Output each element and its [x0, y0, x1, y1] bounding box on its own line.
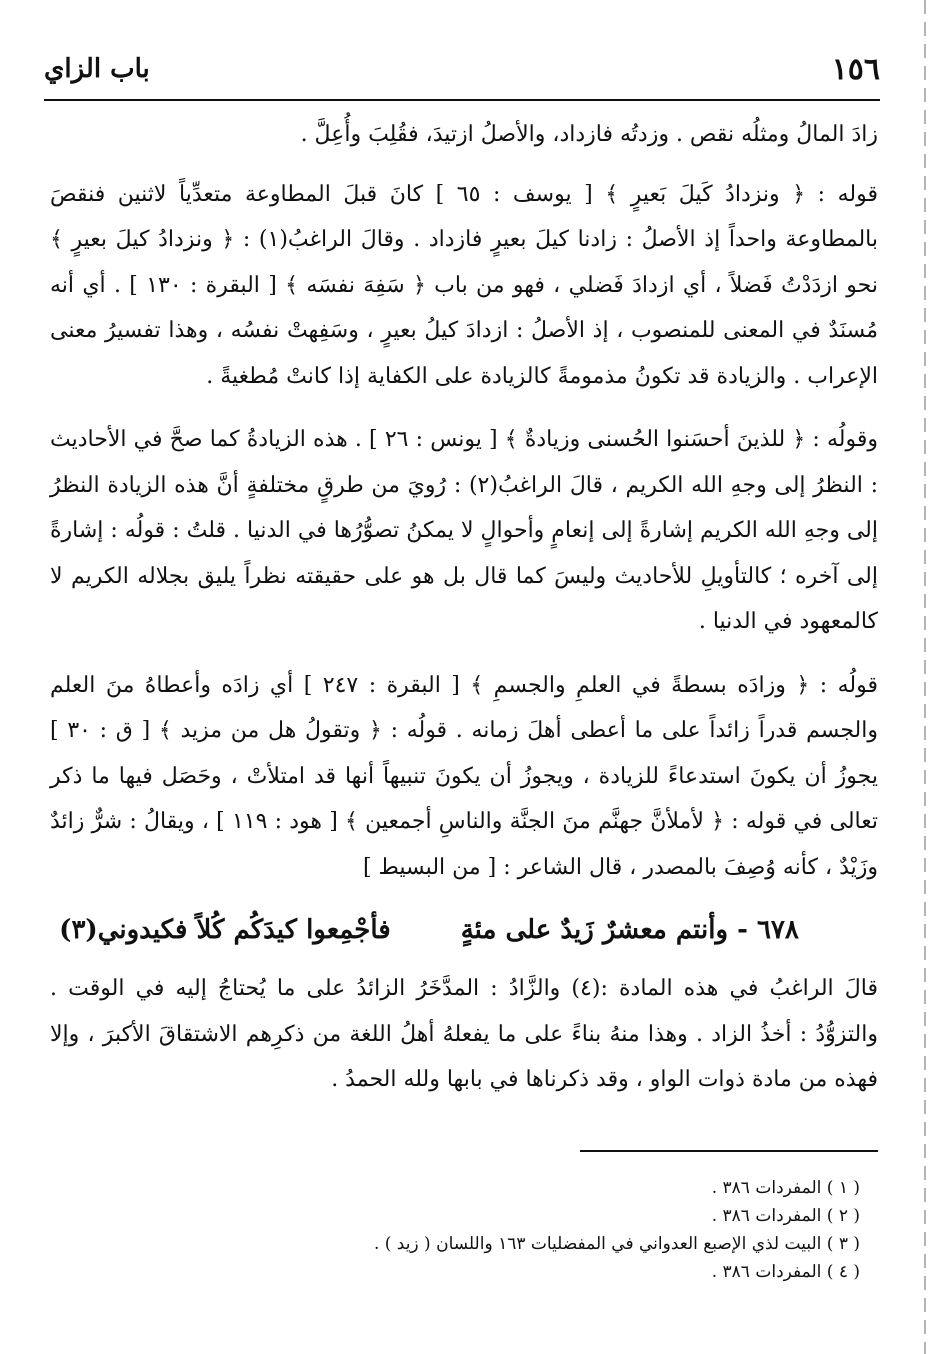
footnote: ( ٣ ) البيت لذي الإصبع العدواني في المفضليات ١٦٣ واللسان ( زيد ) . — [373, 1234, 860, 1254]
page-header — [44, 52, 880, 96]
paragraph: وقولُه : ﴿ للذينَ أحسَنوا الحُسنى وزيادةٌ ﴾ [ يونس : ٢٦ ] . هذه الزيادةُ كما صحَّ في الأحاديث : النظرُ إلى وجهِ الله الكريم ، قالَ الراغبُ(٢) : رُويَ من طرقٍ مختلفةٍ أنَّ هذه الزيادة النظرُ إلى وجهِ الله الكريم إشارةً إلى إنعامٍ وأحوالٍ لا يمكنُ تصوُّرُها في الدنيا . قلتُ : قولُه : إشارةً إلى آخره ؛ كالتأويلِ للأحاديث وليسَ كما قال بل هو على حقيقته نظراً يليق بجلاله الكريم لا كالمعهود في الدنيا . — [50, 427, 879, 634]
footnotes — [60, 1174, 860, 1286]
main-text — [50, 112, 878, 1121]
paragraph: قالَ الراغبُ في هذه المادة :(٤) والزَّادُ : المدَّخَرُ الزائدُ على ما يُحتاجُ إليه في الوقت . والتزوُّدُ : أخذُ الزاد . وهذا منهُ بناءً على ما يفعلهُ أهلُ اللغة من ذكرِهم الاشتقاقَ الأكبرَ ، وإلا فهذه من مادة ذوات الواو ، وقد ذكرناها في بابها ولله الحمدُ . — [50, 976, 878, 1092]
paragraph: قولُه : ﴿ وزادَه بسطةً في العلمِ والجسمِ ﴾ [ البقرة : ٢٤٧ ] أي زادَه وأعطاهُ منَ العلم والجسم قدراً زائداً على ما أعطى أهلَ زمانه . قولُه : ﴿ وتقولُ هل من مزيد ﴾ [ ق : ٣٠ ] يجوزُ أن يكونَ استدعاءً للزيادة ، ويجوزُ أن يكونَ تنبيهاً أنها قد امتلأتْ ، وحَصَل فيها ما ذكر تعالى في قوله : ﴿ لأملأنَّ جهنَّم منَ الجنَّة والناسِ أجمعين ﴾ [ هود : ١١٩ ] ، ويقالُ : شرٌّ زائدٌ وزَيْدٌ ، كأنه وُصِفَ بالمصدر ، قال الشاعر : [ من البسيط ] — [50, 672, 879, 880]
chapter-title: باب الزاي — [44, 54, 150, 84]
footnote: ( ٢ ) المفردات ٣٨٦ . — [711, 1206, 860, 1226]
footnote: ( ٤ ) المفردات ٣٨٦ . — [711, 1262, 860, 1282]
verse-first-hemistich: ٦٧٨ - وأنتم معشرٌ زَيدٌ على مئةٍ — [460, 915, 799, 945]
paragraph: قوله : ﴿ ونزدادُ كَيلَ بَعيرٍ ﴾ [ يوسف : ٦٥ ] كانَ قبلَ المطاوعة متعدِّياً لاثنين فنقصَ بالمطاوعة واحداً إذ الأصلُ : زادنا كيلَ بعيرٍ فازداد . وقالَ الراغبُ(١) : ﴿ ونزدادُ كيلَ بعيرٍ ﴾ نحو ازدَدْتُ فَضلاً ، أي ازدادَ فَضلي ، فهو من باب ﴿ سَفِهَ نفسَه ﴾ [ البقرة : ١٣٠ ] . أي أنه مُسنَدٌ في المعنى للمنصوب ، إذ الأصلُ : ازدادَ كيلُ بعيرٍ ، وسَفِهتْ نفسُه ، وهذا تفسيرُ معنى الإعراب . والزيادة قد تكونُ مذمومةً كالزيادة على الكفاية إذا كانتْ مُطغيةً . — [50, 181, 879, 389]
verse-second-hemistich: فأجْمِعوا كيدَكُم كُلاً فكيدوني(٣) — [59, 915, 391, 945]
footnote-rule — [580, 1150, 878, 1152]
poetry-verse — [50, 908, 878, 952]
page-number: ١٥٦ — [831, 52, 880, 87]
header-rule — [44, 99, 880, 101]
scan-edge-artifact — [924, 0, 926, 1354]
footnote: ( ١ ) المفردات ٣٨٦ . — [711, 1178, 860, 1198]
paragraph: زادَ المالُ ومثلُه نقص . وزدتُه فازداد، والأصلُ ازتيدَ، فقُلِبَ وأُعِلَّ . — [300, 122, 878, 147]
